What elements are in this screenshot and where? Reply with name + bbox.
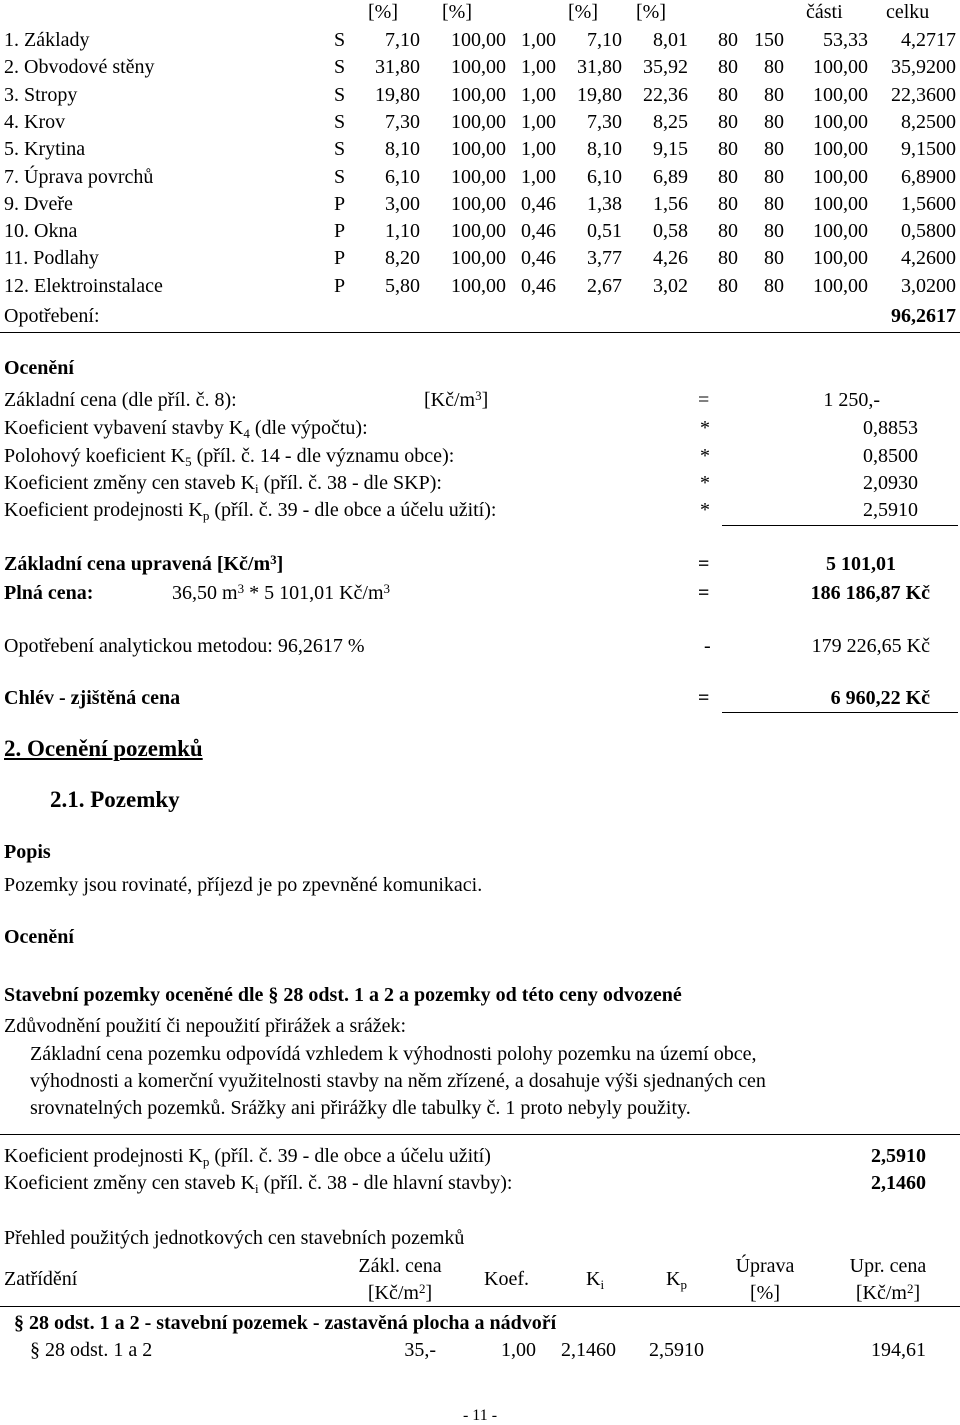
table-cell-c7: 80 (764, 274, 784, 297)
table-cell-c9: 9,1500 (901, 138, 956, 161)
table-cell-c9: 4,2600 (901, 247, 956, 270)
table-cell-c2: 100,00 (451, 192, 506, 215)
table-cell-c4: 0,51 (587, 220, 622, 243)
table-cell-c8: 100,00 (813, 247, 868, 270)
table-cell-c8: 100,00 (813, 56, 868, 79)
table-cell-c6: 80 (718, 192, 738, 215)
table-cell-c5: 4,26 (653, 247, 688, 270)
table-cell-c2: 100,00 (451, 138, 506, 161)
table-cell-c2: 100,00 (451, 29, 506, 51)
table-cell-c7: 80 (764, 110, 784, 133)
k4-value: 0,8853 (863, 417, 918, 439)
table-cell-name: 5. Krytina (4, 138, 86, 161)
divider (0, 1306, 960, 1307)
table-cell-c6: 80 (718, 274, 738, 297)
zcu-label (4, 554, 283, 574)
table-cell-c1: 1,10 (385, 220, 420, 243)
text: 36,50 m (172, 582, 238, 604)
text: Polohový koeficient K (4, 445, 186, 467)
sub: 4 (243, 426, 250, 441)
table-cell-c9: 6,8900 (901, 165, 956, 188)
zduvodneni-line: výhodnosti a komerční využitelnosti stavby na něm zřízené, a dosahuje výši sjednaných cen (30, 1070, 766, 1092)
table-cell-c6: 80 (718, 220, 738, 243)
prehled-row-ki: 2,1460 (561, 1339, 616, 1361)
table-cell-type: S (334, 138, 346, 161)
table-cell-type: P (334, 274, 346, 297)
table-cell-c7: 80 (764, 220, 784, 243)
prehled-row-name: § 28 odst. 1 a 2 (30, 1339, 153, 1361)
table-cell-c9: 4,2717 (901, 29, 956, 51)
table-cell-type: S (334, 165, 346, 188)
unit-text: [Kč/m (424, 389, 476, 411)
table-cell-c8: 100,00 (813, 138, 868, 161)
text: [Kč/m (855, 1282, 907, 1304)
header-pct-1: [%] (368, 1, 398, 23)
zduvodneni-label: Zdůvodnění použití či nepoužití přirážek a srážek: (4, 1015, 407, 1037)
table-cell-c8: 53,33 (823, 29, 868, 51)
col-zakl-cena-2 (340, 1283, 460, 1303)
table-cell-c4: 19,80 (577, 83, 622, 106)
opotrebeni-label: Opotřebení: (4, 305, 100, 327)
table-cell-c9: 0,5800 (901, 220, 956, 243)
zakl-cena-unit (424, 390, 488, 410)
table-cell-c1: 19,80 (375, 83, 420, 106)
table-cell-c4: 7,10 (587, 29, 622, 51)
table-cell-name: 9. Dveře (4, 192, 73, 215)
table-cell-c9: 3,0200 (901, 274, 956, 297)
table-cell-c2: 100,00 (451, 274, 506, 297)
popis-text: Pozemky jsou rovinaté, příjezd je po zpevněné komunikaci. (4, 874, 483, 896)
text: [Kč/m (367, 1282, 419, 1304)
text: Koeficient vybavení stavby K (4, 417, 244, 439)
table-cell-c2: 100,00 (451, 247, 506, 270)
table-cell-c7: 80 (764, 247, 784, 270)
table-cell-c3: 0,46 (521, 247, 556, 270)
prehled-row-upr: 194,61 (871, 1339, 926, 1361)
sum-line (722, 525, 958, 526)
sub: i (600, 1277, 605, 1292)
text: * 5 101,01 Kč/m (244, 582, 384, 604)
table-cell-c3: 1,00 (521, 165, 556, 188)
table-cell-c5: 8,25 (653, 110, 688, 133)
text: ] (425, 1282, 433, 1304)
header-pct-3: [%] (568, 1, 598, 23)
table-cell-c4: 1,38 (587, 192, 622, 215)
table-cell-c1: 8,10 (385, 138, 420, 161)
table-cell-c3: 0,46 (521, 220, 556, 243)
col-kp (666, 1268, 687, 1292)
sub: i (255, 481, 259, 496)
zakl-cena-op: = (698, 389, 710, 411)
table-cell-c4: 6,10 (587, 165, 622, 188)
table-cell-type: S (334, 56, 346, 79)
text: ] (913, 1282, 921, 1304)
table-cell-c1: 8,20 (385, 247, 420, 270)
table-cell-c1: 5,80 (385, 274, 420, 297)
prehled-group: § 28 odst. 1 a 2 - stavební pozemek - zastavěná plocha a nádvoří (14, 1312, 557, 1334)
unit-text: ] (481, 389, 489, 411)
opotr-an-label: Opotřebení analytickou metodou: 96,2617 % (4, 635, 365, 657)
text: (příl. č. 39 - dle obce a účelu užití) (209, 1145, 491, 1167)
table-cell-c6: 80 (718, 56, 738, 79)
opotr-an-value: 179 226,65 Kč (811, 635, 930, 657)
plna-formula (172, 583, 390, 603)
page-number: - 11 - (462, 1407, 498, 1424)
sup: 3 (237, 581, 245, 596)
ki-op: * (700, 472, 710, 494)
table-cell-c7: 80 (764, 83, 784, 106)
table-cell-c3: 1,00 (521, 56, 556, 79)
table-cell-c6: 80 (718, 110, 738, 133)
table-cell-name: 1. Základy (4, 29, 90, 51)
text: Základní cena upravená [Kč/m (4, 553, 271, 575)
table-cell-c3: 1,00 (521, 138, 556, 161)
text: Koeficient prodejnosti K (4, 499, 203, 521)
table-cell-c2: 100,00 (451, 56, 506, 79)
text: K (586, 1268, 601, 1290)
table-cell-name: 3. Stropy (4, 83, 78, 106)
table-cell-c8: 100,00 (813, 110, 868, 133)
kp-label (4, 499, 497, 523)
table-cell-name: 12. Elektroinstalace (4, 274, 163, 297)
table-cell-c3: 0,46 (521, 192, 556, 215)
stavebni-pozemky-heading: Stavební pozemky oceněné dle § 28 odst. 1 a 2 a pozemky od této ceny odvozené (4, 984, 682, 1006)
table-cell-c8: 100,00 (813, 83, 868, 106)
table-cell-name: 4. Krov (4, 110, 66, 133)
sup: 2 (418, 1281, 426, 1296)
ki2-label (4, 1172, 513, 1196)
table-cell-type: P (334, 192, 346, 215)
sub: i (255, 1181, 259, 1196)
section-2-title: 2. Ocenění pozemků (4, 736, 203, 761)
zcu-op: = (698, 553, 710, 575)
sub: p (680, 1277, 687, 1292)
table-cell-c1: 3,00 (385, 192, 420, 215)
popis-heading: Popis (4, 841, 51, 863)
text: (příl. č. 38 - dle SKP): (258, 472, 442, 494)
table-cell-c5: 3,02 (653, 274, 688, 297)
total-line (722, 712, 958, 713)
table-cell-c9: 1,5600 (901, 192, 956, 215)
k4-label (4, 417, 368, 441)
table-cell-c5: 1,56 (653, 192, 688, 215)
opotrebeni-value: 96,2617 (891, 305, 956, 327)
col-zatrideni: Zatřídění (4, 1268, 78, 1290)
opotr-an-op: - (704, 635, 711, 657)
k5-label (4, 445, 455, 469)
table-cell-c1: 7,10 (385, 29, 420, 51)
plna-value: 186 186,87 Kč (810, 582, 930, 604)
header-celku: celku (886, 1, 930, 23)
text: ] (276, 553, 284, 575)
zakl-cena-label: Základní cena (dle příl. č. 8): (4, 389, 237, 411)
table-cell-c9: 35,9200 (891, 56, 956, 79)
k5-op: * (700, 445, 710, 467)
table-cell-c7: 80 (764, 165, 784, 188)
sup: 3 (383, 581, 390, 596)
ki-value: 2,0930 (863, 472, 918, 494)
text: (příl. č. 38 - dle hlavní stavby): (258, 1172, 513, 1194)
divider (0, 332, 960, 333)
k5-value: 0,8500 (863, 445, 918, 467)
kp-op: * (700, 499, 710, 521)
table-cell-type: S (334, 83, 346, 106)
table-cell-name: 7. Úprava povrchů (4, 165, 154, 188)
sup: 2 (906, 1281, 914, 1296)
table-cell-name: 10. Okna (4, 220, 78, 243)
table-cell-type: S (334, 110, 346, 133)
col-upr-cena-2 (836, 1283, 940, 1303)
col-uprava-1: Úprava (735, 1255, 795, 1277)
text: K (666, 1268, 681, 1290)
chlev-op: = (698, 687, 710, 709)
k4-op: * (700, 417, 710, 439)
table-cell-c5: 8,01 (653, 29, 688, 51)
table-cell-c4: 2,67 (587, 274, 622, 297)
table-cell-c7: 80 (764, 192, 784, 215)
table-cell-c5: 6,89 (653, 165, 688, 188)
oceneni2-heading: Ocenění (4, 926, 74, 948)
table-cell-c2: 100,00 (451, 220, 506, 243)
table-cell-c1: 31,80 (375, 56, 420, 79)
oceneni-heading: Ocenění (4, 357, 74, 379)
table-cell-c6: 80 (718, 83, 738, 106)
sub: p (202, 508, 210, 523)
kp2-value: 2,5910 (871, 1145, 926, 1167)
ki-label (4, 472, 442, 496)
table-cell-c6: 80 (718, 138, 738, 161)
header-pct-4: [%] (636, 1, 666, 23)
section-2-1-title: 2.1. Pozemky (50, 787, 180, 812)
sub: p (202, 1154, 210, 1169)
table-cell-c8: 100,00 (813, 220, 868, 243)
table-cell-c5: 9,15 (653, 138, 688, 161)
zduvodneni-line: srovnatelných pozemků. Srážky ani přirážky dle tabulky č. 1 proto nebyly použity. (30, 1097, 691, 1119)
divider (0, 1134, 960, 1135)
table-cell-c2: 100,00 (451, 165, 506, 188)
table-cell-c8: 100,00 (813, 165, 868, 188)
table-cell-c6: 80 (718, 165, 738, 188)
sub: 5 (185, 454, 192, 469)
ki2-value: 2,1460 (871, 1172, 926, 1194)
table-cell-name: 11. Podlahy (4, 247, 99, 270)
table-cell-c4: 3,77 (587, 247, 622, 270)
header-casti: části (806, 1, 843, 23)
table-cell-c2: 100,00 (451, 83, 506, 106)
text: (příl. č. 39 - dle obce a účelu užití): (209, 499, 497, 521)
table-cell-c1: 6,10 (385, 165, 420, 188)
col-ki (586, 1268, 605, 1292)
table-cell-c7: 80 (764, 138, 784, 161)
col-zakl-cena-1: Zákl. cena (358, 1255, 442, 1277)
table-cell-c3: 0,46 (521, 274, 556, 297)
table-cell-c3: 1,00 (521, 110, 556, 133)
plna-op: = (698, 582, 710, 604)
chlev-value: 6 960,22 Kč (830, 687, 930, 709)
zduvodneni-line: Základní cena pozemku odpovídá vzhledem k výhodnosti polohy pozemku na území obce, (30, 1043, 757, 1065)
text: (příl. č. 14 - dle významu obce): (191, 445, 455, 467)
table-cell-c8: 100,00 (813, 192, 868, 215)
header-pct-2: [%] (442, 1, 472, 23)
text: Koeficient změny cen staveb K (4, 1172, 256, 1194)
table-cell-type: S (334, 29, 346, 51)
table-cell-c3: 1,00 (521, 83, 556, 106)
table-cell-c4: 31,80 (577, 56, 622, 79)
text: Koeficient změny cen staveb K (4, 472, 256, 494)
kp2-label (4, 1145, 491, 1169)
prehled-row-koef: 1,00 (501, 1339, 536, 1361)
plna-label: Plná cena: (4, 582, 94, 604)
table-cell-c9: 22,3600 (891, 83, 956, 106)
prehled-title: Přehled použitých jednotkových cen stavebních pozemků (4, 1227, 465, 1249)
prehled-row-kp: 2,5910 (649, 1339, 704, 1361)
table-cell-c5: 22,36 (643, 83, 688, 106)
table-cell-c2: 100,00 (451, 110, 506, 133)
unit-sup: 3 (475, 388, 482, 403)
table-cell-c6: 80 (718, 29, 738, 51)
table-cell-c4: 7,30 (587, 110, 622, 133)
table-cell-type: P (334, 220, 346, 243)
table-cell-name: 2. Obvodové stěny (4, 56, 155, 79)
chlev-label: Chlév - zjištěná cena (4, 687, 181, 709)
prehled-row-zakl: 35,- (404, 1339, 436, 1361)
table-cell-c7: 80 (764, 56, 784, 79)
table-cell-c7: 150 (754, 29, 784, 51)
zcu-value: 5 101,01 (826, 553, 896, 575)
col-uprava-2: [%] (750, 1282, 780, 1304)
text: Koeficient prodejnosti K (4, 1145, 203, 1167)
text: (dle výpočtu): (249, 417, 368, 439)
table-cell-type: P (334, 247, 346, 270)
table-cell-c4: 8,10 (587, 138, 622, 161)
kp-value: 2,5910 (863, 499, 918, 521)
col-koef: Koef. (484, 1268, 529, 1290)
zakl-cena-value: 1 250,- (823, 389, 880, 411)
table-cell-c6: 80 (718, 247, 738, 270)
table-cell-c3: 1,00 (521, 29, 556, 51)
table-cell-c8: 100,00 (813, 274, 868, 297)
col-upr-cena-1: Upr. cena (849, 1255, 927, 1277)
table-cell-c5: 35,92 (643, 56, 688, 79)
sup: 3 (270, 552, 277, 567)
table-cell-c9: 8,2500 (901, 110, 956, 133)
table-cell-c1: 7,30 (385, 110, 420, 133)
table-cell-c5: 0,58 (653, 220, 688, 243)
